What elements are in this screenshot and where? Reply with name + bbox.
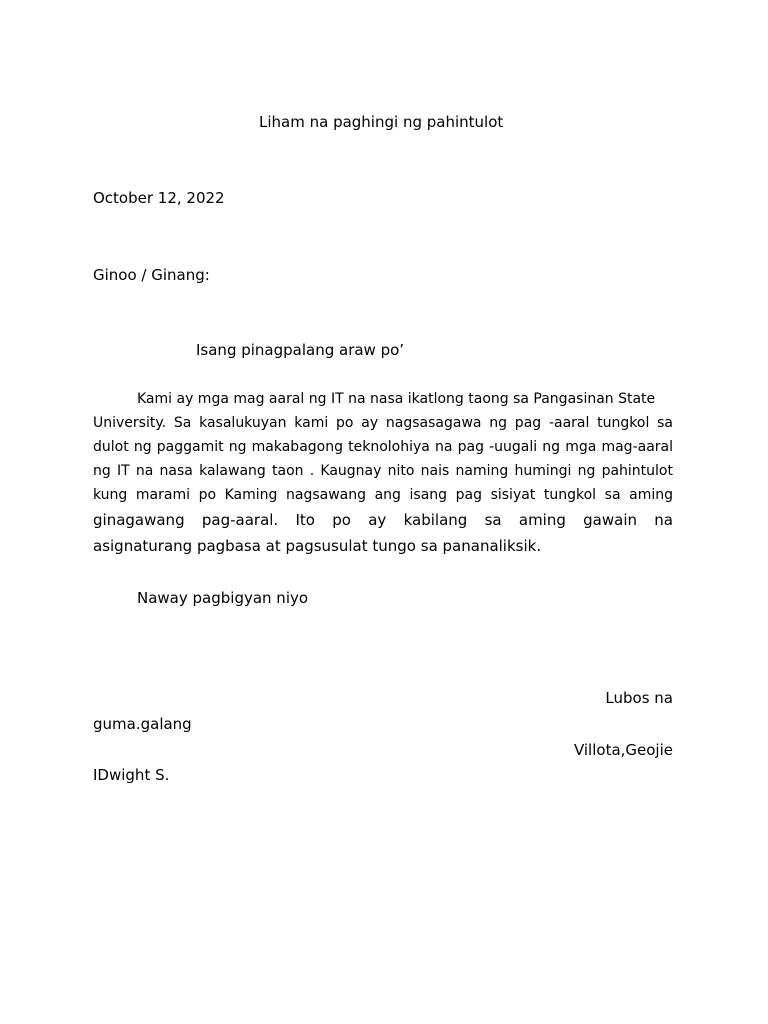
closing-wish: Naway pagbigyan niyo (137, 589, 309, 607)
body-line: kung marami po Kaming nagsawang ang isang pag sisiyat tungkol sa aming (93, 487, 673, 503)
sign-off-line-2: guma.galang (93, 715, 192, 733)
letter-title: Liham na paghingi ng pahintulot (259, 113, 504, 131)
letter-date: October 12, 2022 (93, 189, 225, 207)
signer-name-line-1: Villota,Geojie (573, 741, 673, 759)
body-line: University. Sa kasalukuyan kami po ay nagsasagawa ng pag -aaral tungkol sa (93, 415, 673, 431)
body-line: dulot ng paggamit ng makabagong teknolohiya na pag -uugali ng mga mag-aaral (93, 439, 673, 455)
body-line: Kami ay mga mag aaral ng IT na nasa ikatlong taong sa Pangasinan State (137, 391, 656, 407)
letter-greeting: Isang pinagpalang araw po’ (196, 341, 405, 359)
letter-salutation: Ginoo / Ginang: (93, 266, 210, 284)
sign-off-line-1: Lubos na (605, 689, 673, 707)
body-line: ng IT na nasa kalawang taon . Kaugnay nito nais naming humingi ng pahintulot (93, 463, 673, 479)
body-line: asignaturang pagbasa at pagsusulat tungo sa pananaliksik. (93, 537, 542, 555)
signer-name-line-2: IDwight S. (93, 766, 170, 784)
body-line: ginagawang pag-aaral. Ito po ay kabilang sa aming gawain na (93, 511, 673, 529)
